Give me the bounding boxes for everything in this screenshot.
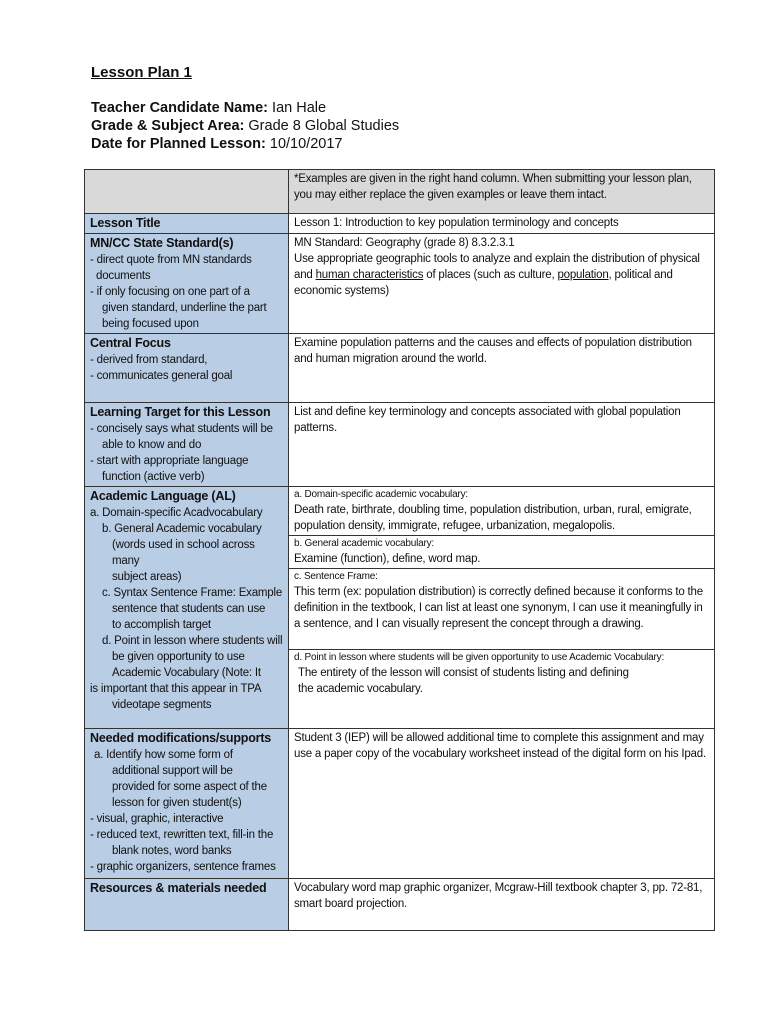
learning-target-note: - start with appropriate language [90, 455, 249, 467]
domain-vocabulary-heading: a. Domain-specific academic vocabulary: [294, 489, 468, 500]
teacher-name-line [91, 99, 731, 117]
standard-text-part: of places (such as culture, [423, 269, 558, 281]
standard-value-cell [289, 234, 715, 334]
teacher-name-value: Ian Hale [272, 100, 327, 116]
domain-vocabulary-value: Death rate, birthrate, doubling time, population distribution, urban, rural, emigrate, population density, immigrate, refugee, urbanization, megalopolis. [294, 504, 692, 532]
general-vocabulary-block [289, 536, 714, 569]
modifications-note: - graphic organizers, sentence frames [90, 861, 276, 873]
learning-target-row [85, 403, 715, 487]
lesson-date-line [91, 135, 731, 153]
standard-text [294, 251, 709, 299]
lesson-plan-table [84, 169, 715, 931]
standard-underlined-text: population [557, 269, 609, 281]
academic-language-note: b. General Academic vocabulary [102, 523, 262, 535]
document-header [91, 64, 731, 153]
lesson-title-label: Lesson Title [90, 216, 161, 230]
sentence-frame-block [289, 569, 714, 650]
standard-label-cell [85, 234, 289, 334]
central-focus-row [85, 334, 715, 403]
standard-code: MN Standard: Geography (grade 8) 8.3.2.3.1 [294, 237, 515, 249]
lesson-title-row [85, 214, 715, 234]
vocabulary-use-value: The entirety of the lesson will consist of students listing and defining the academic vocabulary. [298, 667, 629, 695]
teacher-name-label: Teacher Candidate Name: [91, 100, 269, 116]
grade-subject-label: Grade & Subject Area: [91, 118, 245, 134]
central-focus-label-cell [85, 334, 289, 403]
learning-target-value: List and define key terminology and concepts associated with global population patterns. [289, 403, 715, 487]
vocabulary-use-block [289, 650, 714, 726]
academic-language-note: to accomplish target [112, 619, 211, 631]
standard-underlined-text: human characteristics [315, 269, 424, 281]
academic-language-value-cell [289, 487, 715, 729]
standard-note: given standard, underline the part [102, 302, 267, 314]
modifications-note: - reduced text, rewritten text, fill-in the [90, 829, 274, 841]
learning-target-label: Learning Target for this Lesson [90, 405, 271, 419]
modifications-note: blank notes, word banks [112, 845, 232, 857]
resources-label: Resources & materials needed [90, 881, 267, 895]
academic-language-note: subject areas) [112, 571, 182, 583]
resources-label-cell [85, 879, 289, 931]
academic-language-row [85, 487, 715, 729]
modifications-note: lesson for given student(s) [112, 797, 242, 809]
grade-subject-value: Grade 8 Global Studies [248, 118, 400, 134]
academic-language-note: be given opportunity to use [112, 651, 245, 663]
modifications-note: - visual, graphic, interactive [90, 813, 224, 825]
intro-blank-cell [85, 170, 289, 214]
intro-row [85, 170, 715, 214]
lesson-title-label-cell [85, 214, 289, 234]
academic-language-note: a. Domain-specific Acadvocabulary [90, 507, 263, 519]
academic-language-note: (words used in school across many [112, 539, 255, 567]
standard-note: being focused upon [102, 318, 199, 330]
standard-text-part: , political and economic systems) [294, 269, 673, 297]
lesson-title-value: Lesson 1: Introduction to key population terminology and concepts [289, 214, 715, 234]
resources-row [85, 879, 715, 931]
lesson-date-value: 10/10/2017 [269, 136, 343, 152]
resources-value: Vocabulary word map graphic organizer, Mcgraw-Hill textbook chapter 3, pp. 72-81, smart board projection. [289, 879, 715, 931]
standard-note: - direct quote from MN standards documents [90, 254, 252, 282]
learning-target-note: function (active verb) [102, 471, 205, 483]
general-vocabulary-heading: b. General academic vocabulary: [294, 538, 434, 549]
academic-language-note: sentence that students can use [112, 603, 266, 615]
central-focus-label: Central Focus [90, 336, 171, 350]
modifications-label-cell [85, 729, 289, 879]
academic-language-note: d. Point in lesson where students will [102, 635, 283, 647]
vocabulary-use-heading: d. Point in lesson where students will be given opportunity to use Academic Vocabulary: [294, 652, 665, 663]
lesson-date-label: Date for Planned Lesson: [91, 136, 266, 152]
modifications-value: Student 3 (IEP) will be allowed additional time to complete this assignment and may use a paper copy of the vocabulary worksheet instead of the digital form on his Ipad. [289, 729, 715, 879]
central-focus-value: Examine population patterns and the causes and effects of population distribution and human migration around the world. [289, 334, 715, 403]
standard-text-part: Use appropriate geographic tools to analyze and explain the distribution of physical and [294, 253, 700, 281]
sentence-frame-heading: c. Sentence Frame: [294, 571, 378, 582]
academic-language-note: videotape segments [112, 699, 212, 711]
standard-label: MN/CC State Standard(s) [90, 236, 234, 250]
learning-target-note: - concisely says what students will be [90, 423, 273, 435]
modifications-note: provided for some aspect of the [112, 781, 267, 793]
modifications-note: additional support will be [112, 765, 233, 777]
standard-note: - if only focusing on one part of a [90, 286, 250, 298]
grade-subject-line [91, 117, 731, 135]
academic-language-label-cell [85, 487, 289, 729]
academic-language-label: Academic Language (AL) [90, 489, 236, 503]
learning-target-label-cell [85, 403, 289, 487]
standard-row [85, 234, 715, 334]
central-focus-note: - communicates general goal [90, 370, 233, 382]
domain-vocabulary-block [289, 487, 714, 536]
modifications-note: a. Identify how some form of [94, 749, 233, 761]
intro-note: *Examples are given in the right hand column. When submitting your lesson plan, you may either replace the given examples or leave them intact. [289, 170, 715, 214]
academic-language-note: c. Syntax Sentence Frame: Example [102, 587, 283, 599]
central-focus-note: - derived from standard, [90, 354, 208, 366]
document-title: Lesson Plan 1 [91, 64, 192, 81]
general-vocabulary-value: Examine (function), define, word map. [294, 553, 481, 565]
sentence-frame-value: This term (ex: population distribution) is correctly defined because it conforms to the definition in the textbook, I can list at least one synonym, I can use it meaningfully in a sentence, and I can visually represent the concept through a drawing. [294, 586, 703, 630]
academic-language-note: is important that this appear in TPA [90, 683, 262, 695]
modifications-label: Needed modifications/supports [90, 731, 272, 745]
academic-language-note: Academic Vocabulary (Note: It [112, 667, 261, 679]
learning-target-note: able to know and do [102, 439, 202, 451]
modifications-row [85, 729, 715, 879]
